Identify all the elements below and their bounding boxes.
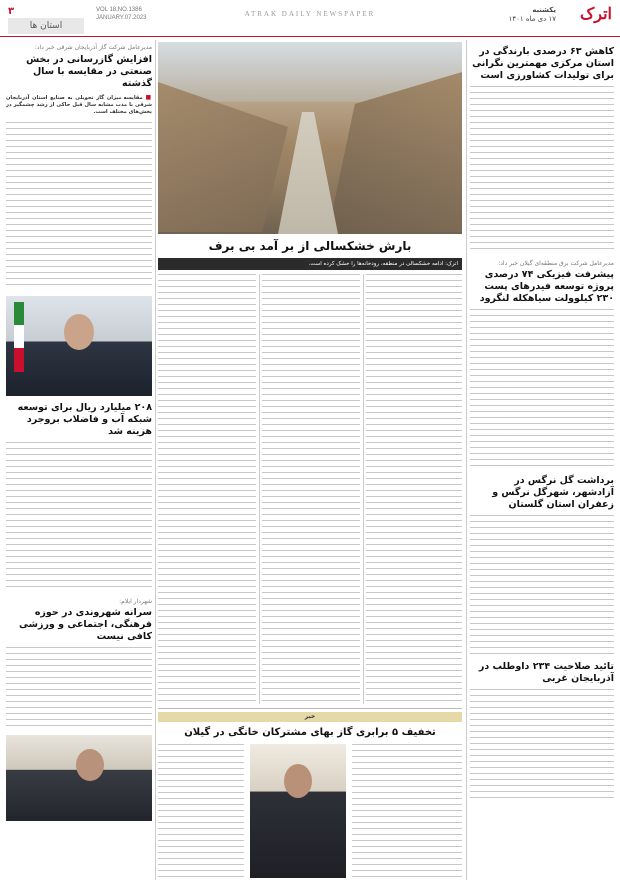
story-headline: برداشت گل نرگس در آزادشهر، شهرگل نرگس و زعفران استان گلستان: [492, 475, 614, 510]
news-kicker-bar: [158, 712, 462, 722]
story-body: [470, 309, 614, 469]
page-number: ۳: [8, 6, 15, 17]
column-divider: [466, 40, 467, 880]
date-line-en: JANUARY.07.2023: [96, 15, 147, 21]
main-headline: بارش خشکسالی از بر آمد بی برف: [208, 239, 412, 253]
news-kicker: خبر: [304, 713, 316, 720]
story-headline: تخفیف ۵ برابری گاز بهای مشترکان خانگی در گیلان: [184, 727, 436, 738]
official-portrait: [6, 735, 152, 821]
column-divider: [363, 274, 364, 704]
left-column: [6, 42, 152, 880]
volume-line: VOL 18,NO.1386: [96, 7, 142, 13]
official-portrait: [6, 296, 152, 396]
story-body: [470, 689, 614, 799]
official-portrait: [250, 744, 346, 878]
story-body: [6, 647, 152, 731]
logo: [560, 4, 612, 32]
center-body-col: [366, 274, 462, 704]
center-body-col: [158, 274, 256, 704]
story-body: [6, 442, 152, 592]
story-lead: [6, 94, 152, 116]
caption-text: اترک: ادامه خشکسالی در منطقه، رودخانه‌ها را خشک کرده است.: [308, 261, 458, 267]
masthead: [0, 0, 620, 38]
story-body: [470, 515, 614, 655]
section-rule: [158, 708, 462, 709]
section-label: استان ها: [8, 18, 84, 34]
date-block: [480, 6, 556, 24]
center-body-col: [158, 744, 244, 878]
right-column: [470, 42, 614, 880]
story-headline: افزایش گازرسانی در بخش صنعتی در مقایسه با سال گذشته: [26, 54, 152, 89]
column-divider: [259, 274, 260, 704]
story-headline: تائید صلاحیت ۲۳۴ داوطلب در آذربایجان غربی: [478, 661, 614, 684]
center-body-col: [262, 274, 360, 704]
weekday: یکشنبه: [532, 6, 556, 14]
volume-info: [96, 6, 146, 22]
logo-text: اترک: [579, 4, 612, 23]
story-headline: کاهش ۶۳ درصدی بارندگی در استان مرکزی مهمترین نگرانی برای تولیدات کشاورزی است: [472, 46, 614, 81]
drought-landscape-photo: [158, 42, 462, 234]
story-body: [6, 122, 152, 290]
bullet-icon: ■: [145, 94, 152, 101]
lead-text: مقایسه میزان گاز تحویلی به صنایع استان آذربایجان شرقی با مدت مشابه سال قبل حاکی از رشد چشمگیر در بخش‌های مختلف است.: [6, 95, 152, 115]
story-headline: ۲۰۸ میلیارد ریال برای توسعه شبکه آب و فاضلاب بروجرد هزینه شد: [17, 402, 152, 437]
header-rule: [0, 36, 620, 37]
story-headline: پیشرفت فیزیکی ۷۴ درصدی پروژه توسعه فیدرهای پست ۲۳۰ کیلوولت سیاهکله لنگرود: [479, 269, 614, 304]
masthead-title: ATRAK DAILY NEWSPAPER: [244, 10, 376, 18]
story-kicker: مدیرعامل شرکت برق منطقه‌ای گیلان خبر داد:: [498, 260, 614, 267]
story-kicker: شهردار ایلام:: [119, 598, 152, 605]
story-body: [470, 86, 614, 254]
date-fa: ۱۷ دی ماه ۱۴۰۱: [508, 15, 556, 23]
column-divider: [155, 40, 156, 880]
story-headline: سرانه شهروندی در حوزه فرهنگی، اجتماعی و ورزشی کافی نیست: [19, 607, 152, 642]
story-kicker: مدیرعامل شرکت گاز آذربایجان شرقی خبر داد:: [34, 44, 152, 51]
photo-caption: [158, 258, 462, 270]
center-body-col: [352, 744, 462, 878]
